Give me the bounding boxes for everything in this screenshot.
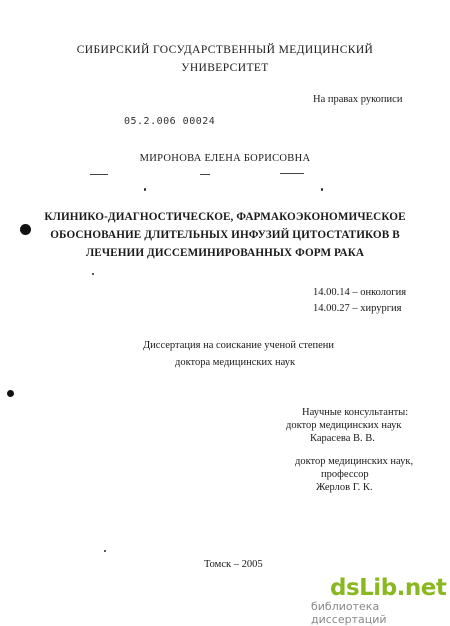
title-line-3: ЛЕЧЕНИИ ДИССЕМИНИРОВАННЫХ ФОРМ РАКА (85, 247, 365, 259)
dslib-watermark-subtitle: библиотека диссертаций (311, 600, 387, 626)
consultants-heading: Научные консультанты: (302, 407, 409, 418)
consultant-2-title: профессор (321, 469, 369, 480)
scan-speck (144, 188, 146, 191)
consultant-1-name: Карасева В. В. (310, 433, 375, 444)
margin-punch-mark (7, 390, 14, 397)
registration-stamp: 05.2.006 00024 (124, 116, 216, 127)
author-name: МИРОНОВА ЕЛЕНА БОРИСОВНА (139, 153, 311, 164)
place-year: Томск – 2005 (204, 559, 263, 570)
title-line-2: ОБОСНОВАНИЕ ДЛИТЕЛЬНЫХ ИНФУЗИЙ ЦИТОСТАТИКОВ В (50, 229, 400, 241)
degree-line-1: Диссертация на соискание ученой степени (143, 340, 335, 351)
degree-line-2: доктора медицинских наук (175, 357, 296, 368)
specialty-line-2: 14.00.27 – хирургия (313, 303, 402, 314)
scan-speck (321, 188, 323, 191)
specialty-line-1: 14.00.14 – онкология (313, 287, 407, 298)
institution-line-1: СИБИРСКИЙ ГОСУДАРСТВЕННЫЙ МЕДИЦИНСКИЙ (76, 44, 374, 56)
scan-mark (200, 174, 210, 175)
consultant-2-name: Жерлов Г. К. (316, 482, 373, 493)
scan-speck (92, 273, 94, 275)
scan-mark (280, 173, 304, 174)
title-line-1: КЛИНИКО-ДИАГНОСТИЧЕСКОЕ, ФАРМАКОЭКОНОМИЧЕСКОЕ (44, 211, 406, 223)
consultant-1-degree: доктор медицинских наук (286, 420, 402, 431)
scan-speck (104, 550, 106, 552)
margin-punch-mark (20, 224, 31, 235)
scan-mark (90, 174, 108, 175)
rights-note: На правах рукописи (313, 94, 403, 105)
institution-line-2: УНИВЕРСИТЕТ (181, 62, 269, 74)
dslib-watermark-logo: dsLib.net (330, 575, 447, 601)
consultant-2-degree: доктор медицинских наук, (295, 456, 414, 467)
